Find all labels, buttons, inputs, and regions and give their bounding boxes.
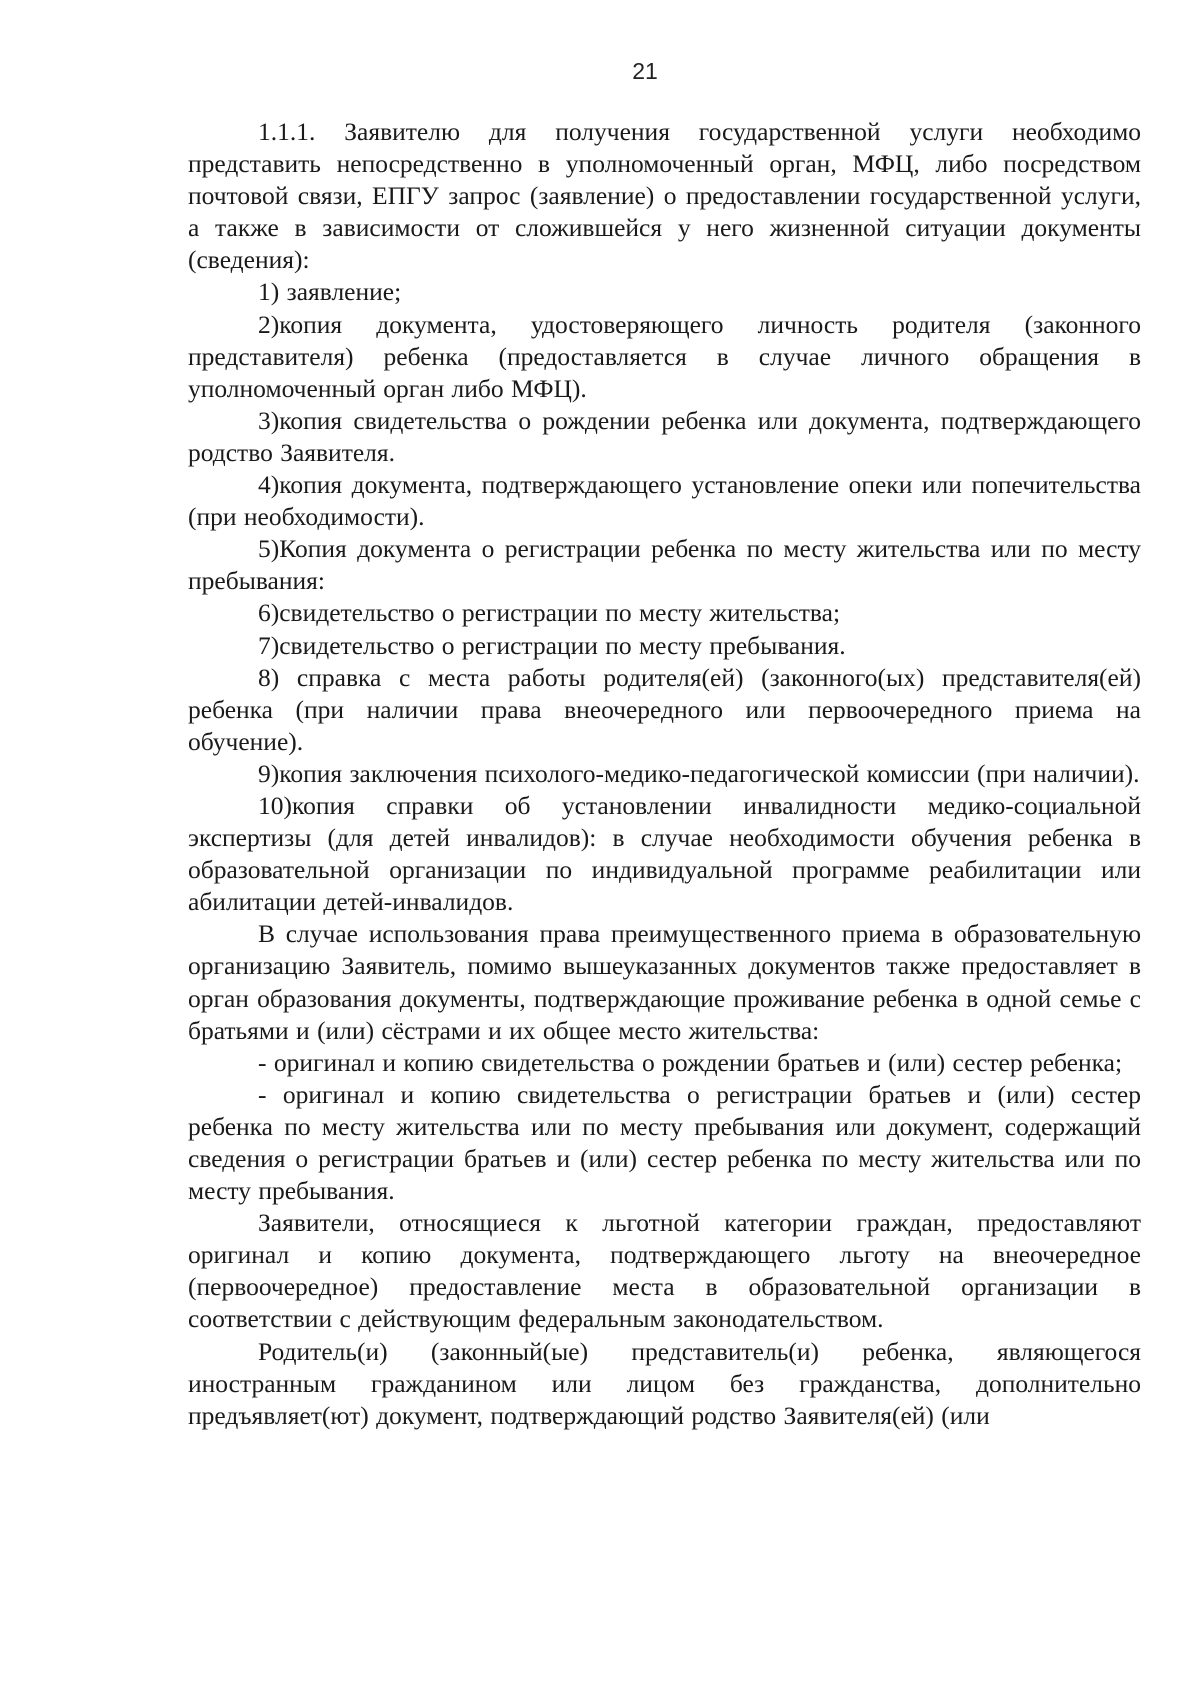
list-item-6: 6)свидетельство о регистрации по месту жительства; — [258, 598, 841, 628]
paragraph-1-1-1: 1.1.1. Заявителю для получения государственной услуги необходимо представить непосредственно в уполномоченный орган, МФЦ, либо посредством почтовой связи, ЕПГУ запрос (заявление) о предоставлении государственной услуги, а также в зависимости от сложившейся у него жизненной ситуации документы (сведения): — [188, 117, 1141, 275]
list-item-9: 9)копия заключения психолого-медико-педагогической комиссии (при наличии). — [258, 758, 1140, 788]
list-item-5: 5)Копия документа о регистрации ребенка по месту жительства или по месту пребывания: — [188, 534, 1141, 596]
bullet-birth-certificate: - оригинал и копию свидетельства о рождении братьев и (или) сестер ребенка; — [258, 1047, 1123, 1077]
list-item-1: 1) заявление; — [258, 277, 402, 307]
paragraph-preferential-admission: В случае использования права преимущественного приема в образовательную организацию Заявитель, помимо вышеуказанных документов также предоставляет в орган образования документы, подтверждающие проживание ребенка в одной семье с братьями и (или) сёстрами и их общее место жительства: — [188, 919, 1141, 1045]
paragraph-privileged-category: Заявители, относящиеся к льготной категории граждан, предоставляют оригинал и копию документа, подтверждающего льготу на внеочередное (первоочередное) предоставление места в образовательной организации в соответствии с действующим федеральным законодательством. — [188, 1208, 1141, 1334]
document-body — [188, 116, 1141, 1432]
list-item-8: 8) справка с места работы родителя(ей) (законного(ых) представителя(ей) ребенка (при наличии права внеочередного или первоочередного приема на обучение). — [188, 662, 1141, 756]
list-item-2: 2)копия документа, удостоверяющего личность родителя (законного представителя) ребенка (предоставляется в случае личного обращения в уполномоченный орган либо МФЦ). — [188, 309, 1141, 403]
list-item-3: 3)копия свидетельства о рождении ребенка или документа, подтверждающего родство Заявителя. — [188, 405, 1141, 467]
paragraph-foreign-citizens: Родитель(и) (законный(ые) представитель(и) ребенка, являющегося иностранным гражданином или лицом без гражданства, дополнительно предъявляет(ют) документ, подтверждающий родство Заявителя(ей) (или — [188, 1336, 1141, 1430]
page-number: 21 — [632, 58, 658, 84]
list-item-4: 4)копия документа, подтверждающего установление опеки или попечительства (при необходимости). — [188, 470, 1141, 532]
list-item-7: 7)свидетельство о регистрации по месту пребывания. — [258, 630, 846, 660]
bullet-registration-certificate: - оригинал и копию свидетельства о регистрации братьев и (или) сестер ребенка по месту жительства или по месту пребывания или документ, содержащий сведения о регистрации братьев и (или) сестер ребенка по месту жительства или по месту пребывания. — [188, 1079, 1141, 1206]
list-item-10: 10)копия справки об установлении инвалидности медико-социальной экспертизы (для детей инвалидов): в случае необходимости обучения ребенка в образовательной организации по индивидуальной программе реабилитации или абилитации детей-инвалидов. — [188, 790, 1141, 917]
